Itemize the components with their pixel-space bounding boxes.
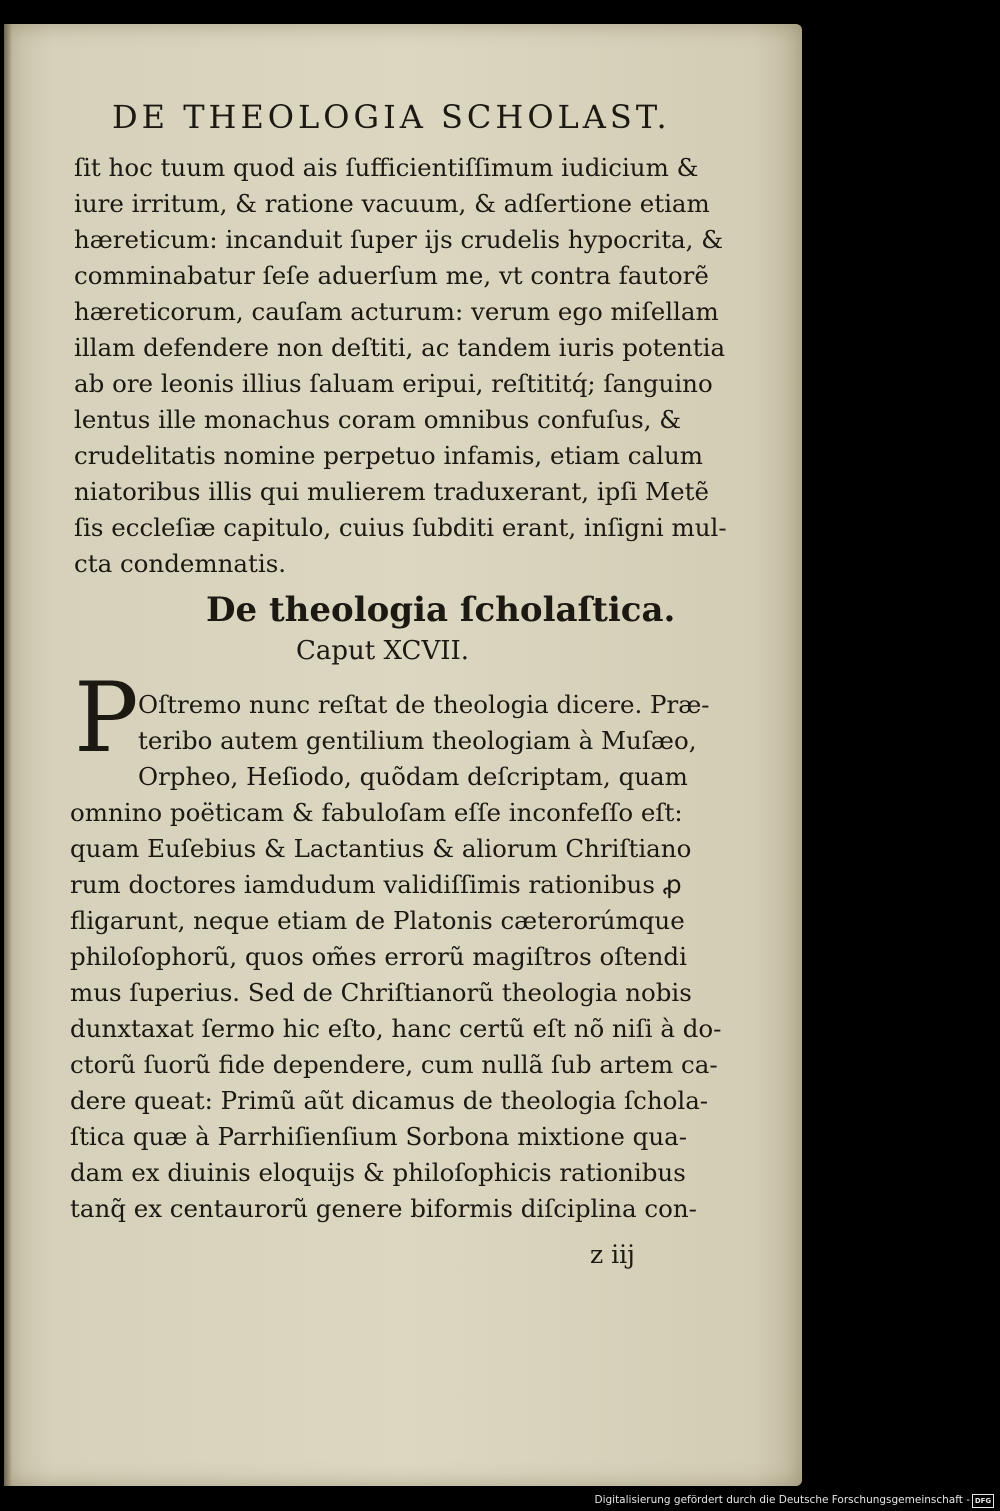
section-heading: De theologia ſcholaſtica. (206, 590, 676, 630)
paragraph-1-line-11: ſis eccleſiæ capitulo, cuius ſubditi erant, inſigni mul- (74, 513, 727, 542)
paragraph-1-line-3: hæreticum: incanduit ſuper ijs crudelis hypocrita, & (74, 225, 724, 254)
paragraph-2-line-4: omnino poëticam & fabuloſam eſſe inconfeſſo eſt: (70, 798, 683, 827)
paragraph-2-line-6: rum doctores iamdudum validiſſimis rationibus ꝓ (70, 870, 682, 899)
running-head: DE THEOLOGIA SCHOLAST. (112, 98, 671, 136)
paragraph-1-line-5: hæreticorum, cauſam acturum: verum ego miſellam (74, 297, 719, 326)
paragraph-2-line-7: fligarunt, neque etiam de Platonis cæterorúmque (70, 906, 685, 935)
paragraph-1-line-2: iure irritum, & ratione vacuum, & adſertione etiam (74, 189, 710, 218)
paragraph-2-line-3: Orpheo, Heſiodo, quõdam deſcriptam, quam (138, 762, 688, 791)
paragraph-2-line-10: dunxtaxat ſermo hic eſto, hanc certũ eſt nõ niſi à do- (70, 1014, 722, 1043)
drop-cap: P (74, 662, 139, 774)
paragraph-2-line-13: ſtica quæ à Parrhiſienſium Sorbona mixtione qua- (70, 1122, 688, 1151)
paragraph-2-line-5: quam Euſebius & Lactantius & aliorum Chriſtiano (70, 834, 692, 863)
paragraph-2-line-14: dam ex diuinis eloquijs & philoſophicis rationibus (70, 1158, 686, 1187)
paragraph-1-line-7: ab ore leonis illius ſaluam eripui, reſtititq́; ſanguino (74, 369, 713, 398)
paragraph-2-line-15: tanq̃ ex centaurorũ genere biformis diſciplina con- (70, 1194, 697, 1223)
paragraph-2-line-2: teribo autem gentilium theologiam à Muſæo, (138, 726, 697, 755)
paragraph-2-line-8: philoſophorũ, quos om̃es errorũ magiſtros oſtendi (70, 942, 687, 971)
paragraph-1-line-8: lentus ille monachus coram omnibus confuſus, & (74, 405, 682, 434)
paragraph-1-line-4: comminabatur ſeſe aduerſum me, vt contra fautorẽ (74, 261, 709, 290)
footer-credit: Digitalisierung gefördert durch die Deutsche Forschungsgemeinschaft - (594, 1494, 970, 1506)
paragraph-1-line-12: cta condemnatis. (74, 549, 287, 578)
signature-mark: z iij (590, 1240, 635, 1269)
dfg-logo: DFG (972, 1494, 994, 1508)
paragraph-2-line-11: ctorũ ſuorũ fide dependere, cum nullã ſub artem ca- (70, 1050, 718, 1079)
paragraph-1-line-9: crudelitatis nomine perpetuo infamis, etiam calum (74, 441, 703, 470)
paragraph-2-line-9: mus ſuperius. Sed de Chriſtianorũ theologia nobis (70, 978, 692, 1007)
paragraph-1-line-6: illam defendere non deſtiti, ac tandem iuris potentia (74, 333, 726, 362)
paragraph-2-line-1: Oſtremo nunc reſtat de theologia dicere. Præ- (138, 690, 710, 719)
paragraph-1-line-10: niatoribus illis qui mulierem traduxerant, ipſi Metẽ (74, 477, 709, 506)
paragraph-1-line-1: ſit hoc tuum quod ais ſufficientiſſimum iudicium & (74, 153, 699, 182)
paragraph-2-line-12: dere queat: Primũ aũt dicamus de theologia ſchola- (70, 1086, 709, 1115)
chapter-label: Caput XCVII. (296, 636, 470, 666)
